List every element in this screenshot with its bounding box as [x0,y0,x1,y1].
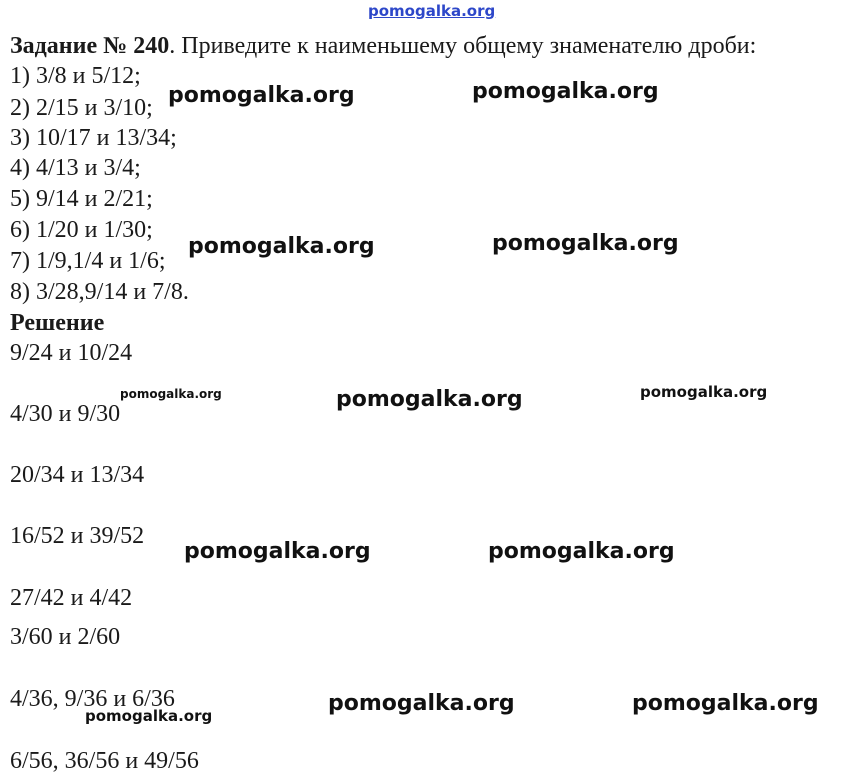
solution-answer: 4/36, 9/36 и 6/36 [10,686,175,712]
watermark: pomogalka.org [632,691,819,716]
solution-answer: 4/30 и 9/30 [10,401,121,427]
watermark: pomogalka.org [336,387,523,412]
task-item: 5) 9/14 и 2/21; [10,186,153,212]
watermark-top: pomogalka.org [368,2,496,20]
watermark: pomogalka.org [168,83,355,108]
solution-answer: 6/56, 36/56 и 49/56 [10,748,199,774]
solution-answer: 27/42 и 4/42 [10,585,133,611]
task-instruction: . Приведите к наименьшему общему знаменателю дроби: [169,33,757,59]
watermark: pomogalka.org [120,387,222,401]
watermark: pomogalka.org [188,234,375,259]
task-item: 1) 3/8 и 5/12; [10,63,141,89]
watermark: pomogalka.org [492,231,679,256]
watermark: pomogalka.org [472,79,659,104]
task-item: 3) 10/17 и 13/34; [10,125,177,151]
task-title [10,32,756,60]
solution-answer: 3/60 и 2/60 [10,624,121,650]
task-heading: Задание № 240 [10,33,170,59]
watermark: pomogalka.org [488,539,675,564]
task-item: 7) 1/9,1/4 и 1/6; [10,248,166,274]
watermark: pomogalka.org [184,539,371,564]
watermark: pomogalka.org [85,707,213,725]
solution-answer: 16/52 и 39/52 [10,523,145,549]
task-item: 2) 2/15 и 3/10; [10,95,153,121]
solution-answer: 9/24 и 10/24 [10,340,133,366]
task-item: 4) 4/13 и 3/4; [10,155,141,181]
task-item: 6) 1/20 и 1/30; [10,217,153,243]
solution-answer: 20/34 и 13/34 [10,462,145,488]
watermark: pomogalka.org [328,691,515,716]
task-item: 8) 3/28,9/14 и 7/8. [10,279,189,305]
solution-heading: Решение [10,310,105,336]
watermark: pomogalka.org [640,383,768,401]
